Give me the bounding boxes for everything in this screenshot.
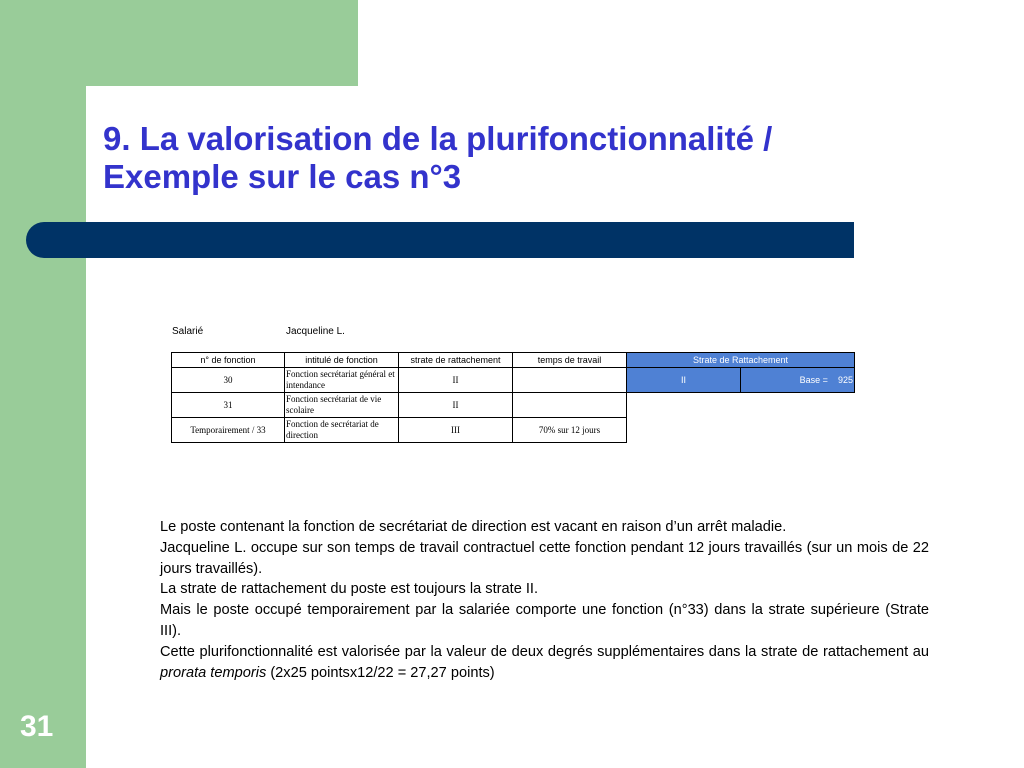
cell-function-title: Fonction de secrétariat de direction	[285, 418, 399, 443]
employee-label: Salarié	[172, 326, 204, 337]
empty-cell	[627, 393, 855, 418]
table-row	[172, 418, 855, 443]
cell-work-time	[513, 393, 627, 418]
title-line-1: 9. La valorisation de la plurifonctionnalité /	[103, 120, 773, 157]
paragraph-3: La strate de rattachement du poste est toujours la strate II.	[160, 581, 539, 598]
paragraph-4: Mais le poste occupé temporairement par la salariée comporte une fonction (n°33) dans la strate supérieure (Strate III).	[160, 602, 929, 639]
green-header-block	[0, 0, 358, 86]
empty-cell	[627, 418, 855, 443]
header-function-title: intitulé de fonction	[285, 353, 399, 368]
title-underline-bar	[26, 222, 854, 258]
cell-work-time: 70% sur 12 jours	[513, 418, 627, 443]
header-strate-rattachement: Strate de Rattachement	[627, 353, 855, 368]
title-line-2: Exemple sur le cas n°3	[103, 158, 462, 195]
green-sidebar	[0, 0, 86, 768]
cell-function-title: Fonction secrétariat général et intendance	[285, 368, 399, 393]
base-label: Base =	[799, 375, 828, 385]
paragraph-2: Jacqueline L. occupe sur son temps de travail contractuel cette fonction pendant 12 jours travaillés (sur un mois de 22 jours travaillés).	[160, 539, 929, 577]
cell-function-number: 30	[172, 368, 285, 393]
header-work-time: temps de travail	[513, 353, 627, 368]
paragraph-5-end: (2x25 pointsx12/22 = 27,27 points)	[266, 664, 495, 681]
paragraph-1: Le poste contenant la fonction de secrétariat de direction est vacant en raison d’un arrêt maladie.	[160, 519, 787, 535]
employee-name: Jacqueline L.	[286, 326, 345, 337]
header-function-number: n° de fonction	[172, 353, 285, 368]
table-row	[172, 393, 855, 418]
page-number: 31	[20, 710, 54, 743]
function-table	[171, 352, 855, 443]
slide-title	[103, 120, 1003, 196]
cell-work-time	[513, 368, 627, 393]
cell-function-number: 31	[172, 393, 285, 418]
header-strate: strate de rattachement	[399, 353, 513, 368]
cell-base	[741, 368, 855, 393]
explanation-text	[160, 517, 929, 683]
cell-strate: II	[399, 368, 513, 393]
table-row	[172, 368, 855, 393]
cell-rattachement-strate: II	[627, 368, 741, 393]
prorata-temporis: prorata temporis	[160, 664, 267, 681]
table-header-row	[172, 353, 855, 368]
base-value: 925	[837, 375, 853, 385]
cell-strate: III	[399, 418, 513, 443]
cell-strate: II	[399, 393, 513, 418]
paragraph-5-start: Cette plurifonctionnalité est valorisée par la valeur de deux degrés supplémentaires dans la strate de rattachement au	[160, 643, 929, 660]
paragraph-5	[160, 642, 929, 684]
cell-function-number: Temporairement / 33	[172, 418, 285, 443]
cell-function-title: Fonction secrétariat de vie scolaire	[285, 393, 399, 418]
